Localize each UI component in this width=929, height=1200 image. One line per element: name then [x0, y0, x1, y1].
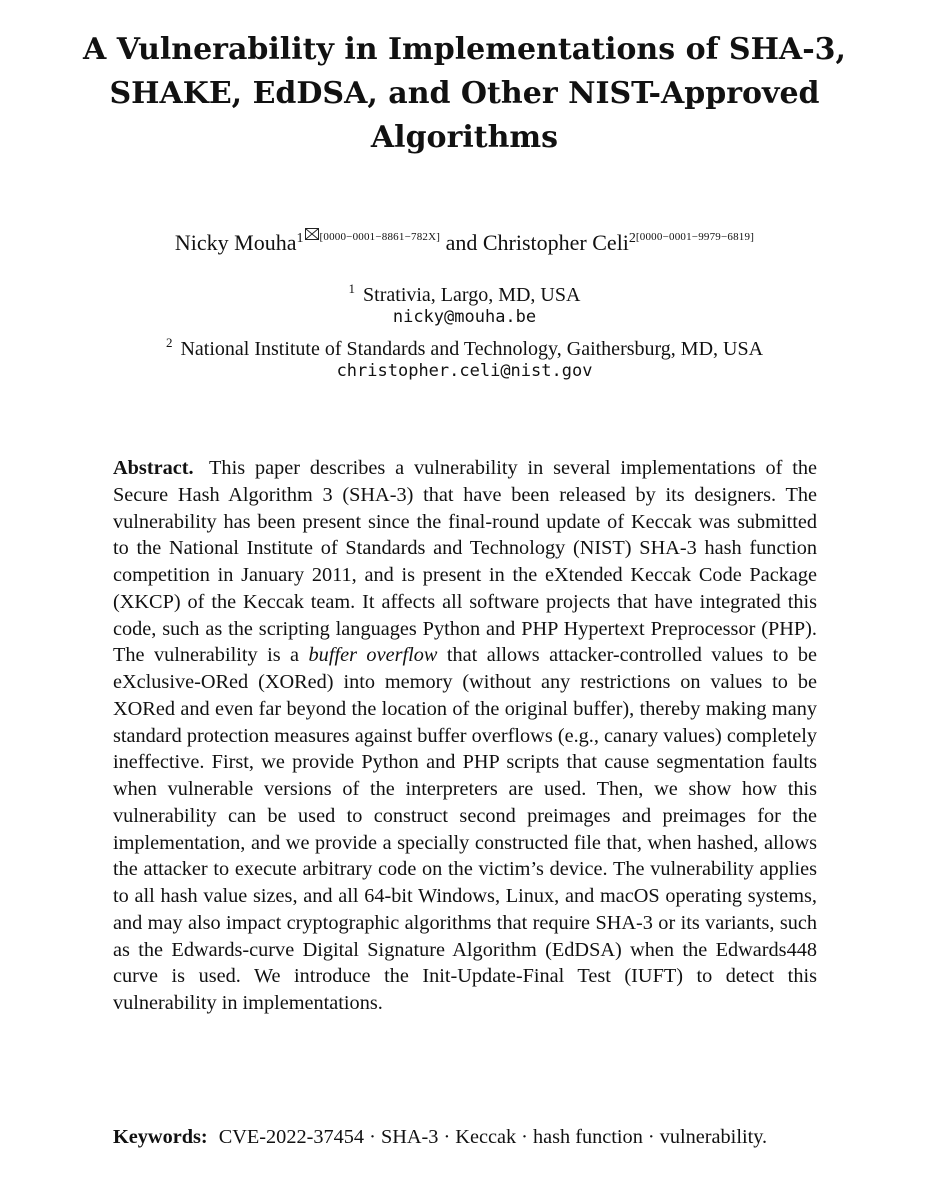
author-conjunction: and	[445, 230, 478, 255]
affiliation-text: Strativia, Largo, MD, USA	[363, 284, 581, 306]
abstract-text: This paper describes a vulnerability in several implementations of the Secure Hash Algorithm 3 (SHA-3) that have been released by its designers. The vulnerability has been present since the final-round update of Keccak was submitted to the National Institute of Standards and Technology (NIST) SHA-3 hash function competition in January 2011, and is present in the eXtended Keccak Code Package (XKCP) of the Keccak team. It affects all software projects that have integrated this code, such as the scripting languages Python and PHP Hypertext Preprocessor (PHP). The vulnerability is a	[113, 457, 817, 667]
author-name: Christopher Celi	[482, 230, 629, 255]
keywords-label: Keywords:	[113, 1126, 208, 1148]
affiliation-marker: 1	[296, 231, 304, 246]
email-link[interactable]: christopher.celi@nist.gov	[336, 361, 593, 381]
abstract-label: Abstract.	[113, 457, 194, 479]
affiliation-text: National Institute of Standards and Technology, Gaithersburg, MD, USA	[180, 338, 764, 360]
abstract	[113, 455, 817, 1017]
affiliation-number: 1	[348, 281, 356, 296]
envelope-icon	[305, 228, 319, 240]
keywords-text: CVE-2022-37454 · SHA-3 · Keccak · hash function · vulnerability.	[218, 1126, 768, 1148]
keywords	[113, 1124, 817, 1151]
orcid-id: [0000−0001−8861−782X]	[319, 231, 441, 243]
email-link[interactable]: nicky@mouha.be	[392, 307, 537, 327]
author-line	[0, 222, 929, 258]
orcid-id: [0000−0001−9979−6819]	[635, 231, 755, 243]
abstract-emphasis: buffer overflow	[308, 644, 438, 667]
affiliation-marker: 2	[628, 231, 636, 246]
paper-title: A Vulnerability in Implementations of SHA-3, SHAKE, EdDSA, and Other NIST-Approved Algorithms	[83, 32, 846, 155]
affiliation-number: 2	[165, 335, 173, 350]
abstract-text: that allows attacker-controlled values to be eXclusive-ORed (XORed) into memory (without any restrictions on values to be XORed and even far beyond the location of the original buffer), thereby making many standard protection measures against buffer overflows (e.g., canary values) completely ineffective. First, we provide Python and PHP scripts that cause segmentation faults when vulnerable versions of the interpreters are used. Then, we show how this vulnerability can be used to construct second preimages and preimages for the implementation, and we provide a specially constructed file that, when hashed, allows the attacker to execute arbitrary code on the victim’s device. The vulnerability applies to all hash value sizes, and all 64-bit Windows, Linux, and macOS operating systems, and may also impact cryptographic algorithms that require SHA-3 or its variants, such as the Edwards-curve Digital Signature Algorithm (EdDSA) when the Edwards448 curve is used. We introduce the Init-Update-Final Test (IUFT) to detect this vulnerability in implementations.	[113, 644, 817, 1014]
author-name: Nicky Mouha	[174, 230, 297, 255]
